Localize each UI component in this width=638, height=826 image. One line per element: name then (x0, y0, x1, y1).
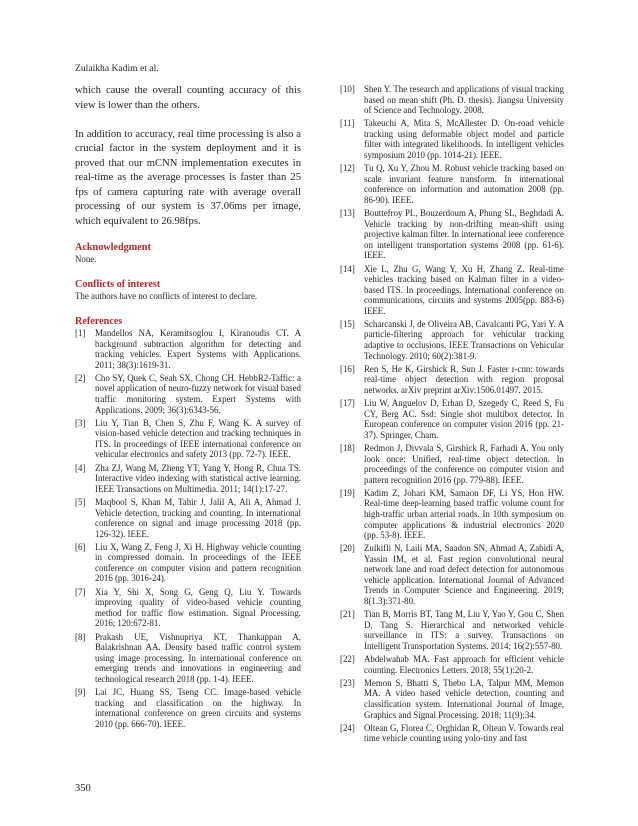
references-heading: References (75, 316, 123, 327)
reference-number: [9] (75, 687, 86, 697)
reference-item (340, 208, 564, 261)
body-paragraph: In addition to accuracy, real time processing is also a crucial factor in the system deployment and it is proved that our mCNN implementation executes in real-time as the average processes is faster than 25 fps of camera capturing rate with average overall processing of our system is 37.06ms per image, which equivalent to 26.98fps. (75, 128, 301, 227)
reference-item (340, 398, 564, 440)
reference-number: [5] (75, 496, 86, 507)
running-header: Zulaikha Kadim et al. (75, 63, 159, 74)
reference-item (340, 84, 564, 116)
reference-text: Scharcanski J, de Oliveira AB, Cavalcanti PG, Yari Y. A particle-filtering approach for vehicular tracking adaptive to occlusions. IEEE Transactions on Vehicular Technology. 2010; 60(2):381-9. (364, 318, 564, 361)
references-list-right (340, 84, 564, 744)
reference-item (340, 723, 564, 744)
right-column (340, 84, 564, 747)
reference-item (340, 543, 564, 606)
reference-text: Takeuchi A, Mita S, McAllester D. On-road vehicle tracking using deformable object model and particle filter with integrated likelihoods. In intelligent vehicles symposium 2010 (pp. 1014-21). IEEE. (364, 118, 564, 160)
reference-item (340, 678, 564, 720)
reference-item (340, 609, 564, 651)
reference-text: Oltean G, Florea C, Orghidan R, Oltean V. Towards real time vehicle counting using yolo-tiny and fast (364, 722, 564, 744)
reference-number: [2] (75, 372, 86, 383)
reference-item (75, 587, 301, 629)
reference-text: Zha ZJ, Wang M, Zheng YT, Yang Y, Hong R, Chua TS. Interactive video indexing with statistical active learning. IEEE Transactions on Multimedia. 2011; 14(1):17-27. (95, 462, 301, 494)
reference-text: Tian B, Morris BT, Tang M, Liu Y, Yao Y, Gou C, Shen D, Tang S. Hierarchical and networked vehicle surveillance in ITS: a survey. Transactions on Intelligent Transportation Systems. 2014; 16(2):557-80. (364, 609, 564, 651)
reference-number: [7] (75, 586, 86, 597)
reference-text: Bouttefroy PL, Bouzerdoum A, Phung SL, Beghdadi A. Vehicle tracking by non-drifting mean-shift using projective kalman filter. In international ieee conference on intelligent transportation systems 2008 (pp. 61-6). IEEE. (364, 208, 564, 261)
reference-item (75, 542, 301, 584)
reference-number: [11] (340, 118, 355, 129)
reference-item (340, 118, 564, 160)
reference-item (75, 328, 301, 370)
acknowledgment-text: None. (75, 254, 97, 264)
reference-text: Liu X, Wang Z, Feng J, Xi H. Highway vehicle counting in compressed domain. In proceedings of the IEEE conference on computer vision and pattern recognition 2016 (pp. 3016-24). (95, 541, 301, 584)
reference-item (75, 373, 301, 415)
references-section (75, 315, 301, 729)
reference-number: [13] (340, 208, 355, 219)
reference-text: Shen Y. The research and applications of visual tracking based on mean shift (Ph. D. thesis). Jiangsu University of Science and Technology. 2008. (364, 84, 564, 116)
reference-item (340, 488, 564, 541)
reference-number: [8] (75, 631, 86, 642)
conflicts-section (75, 278, 301, 303)
reference-text: Redmon J, Divvala S, Girshick R, Farhadi A. You only look once: Unified, real-time object detection. In proceedings of the conference on computer vision and pattern recognition 2016 (pp. 779-88). IEEE. (364, 443, 564, 485)
reference-item (340, 364, 564, 396)
reference-number: [6] (75, 541, 86, 552)
reference-item (340, 319, 564, 361)
reference-number: [23] (340, 677, 355, 688)
reference-item (75, 463, 301, 495)
reference-number: [17] (340, 398, 355, 409)
reference-text: Zulkifli N, Laili MA, Saadon SN, Ahmad A, Zabidi A, Yassin IM, et al. Fast region convolutional neural network lane and road defect detection for autonomous vehicle application. International Journal of Advanced Trends in Computer Science and Engineering. 2019; 8(1.3):371-80. (364, 543, 564, 607)
reference-text: Prakash UE, Vishnupriya KT, Thankappan A, Balakrishnan AA. Density based traffic control system using image processing. In international conference on emerging trends and innovations in engineering and technological research 2018 (pp. 1-4). IEEE. (95, 631, 301, 684)
reference-number: [14] (340, 263, 355, 274)
acknowledgment-heading: Acknowledgment (75, 242, 151, 253)
conflicts-text: The authors have no conflicts of interest to declare. (75, 290, 258, 301)
reference-item (340, 163, 564, 205)
reference-text: Cho SY, Quek C, Seah SX, Chong CH. HebbR2-Taffic: a novel application of neuro-fuzzy network for visual based traffic monitoring system. Expert Systems with Applications. 2009; 36(3):6343-56. (95, 372, 301, 415)
reference-number: [3] (75, 417, 86, 428)
reference-text: Mandellos NA, Keramitsoglou I, Kiranoudis CT. A background subtraction algorithm for detecting and tracking vehicles. Expert Systems with Applications. 2011; 38(3):1619-31. (95, 328, 301, 370)
reference-item (75, 632, 301, 685)
left-column (75, 84, 301, 732)
reference-text: Liu Y, Tian B, Chen S, Zhu F, Wang K. A survey of vision-based vehicle detection and tracking techniques in ITS. In proceedings of IEEE international conference on vehicular electronics and safety 2013 (pp. 72-7). IEEE. (95, 417, 301, 460)
reference-text: Maqbool S, Khan M, Tahir J, Jalil A, Ali A, Ahmad J. Vehicle detection, tracking and counting. In international conference on signal and image processing 2018 (pp. 126-32). IEEE. (95, 496, 301, 539)
reference-item (340, 264, 564, 317)
reference-number: [19] (340, 487, 355, 498)
reference-text: Xie L, Zhu G, Wang Y, Xu H, Zhang Z. Real-time vehicles tracking based on Kalman filter in a video-based ITS. In proceedings. International conference on communications, circuits and systems 2005(pp. 883-6) IEEE. (364, 263, 564, 316)
reference-number: [1] (75, 328, 86, 338)
reference-item (75, 497, 301, 539)
reference-text: Abdelwahab MA. Fast approach for efficient vehicle counting. Electronics Letters. 2018; 55(1):20-2. (364, 654, 564, 675)
body-paragraph: which cause the overall counting accuracy of this view is lower than the others. (75, 85, 301, 111)
reference-text: Memon S, Bhatti S, Thebo LA, Talpur MM, Memon MA. A video based vehicle detection, counting and classification system. International Journal of Image, Graphics and Signal Processing. 2018; 11(9):34. (364, 677, 564, 720)
reference-number: [21] (340, 609, 355, 620)
reference-number: [15] (340, 318, 355, 329)
reference-text: Lai JC, Huang SS, Tseng CC. Image-based vehicle tracking and classification on the highway. In international conference on green circuits and systems 2010 (pp. 666-70). IEEE. (95, 687, 301, 729)
references-list-left (75, 328, 301, 729)
reference-number: [4] (75, 462, 86, 473)
acknowledgment-section (75, 241, 301, 266)
reference-text: Tu Q, Xu Y, Zhou M. Robust vehicle tracking based on scale invariant feature transform. In international conference on information and automation 2008 (pp. 86-90). IEEE. (364, 163, 564, 205)
reference-item (75, 418, 301, 460)
reference-item (340, 654, 564, 675)
reference-number: [10] (340, 84, 355, 94)
reference-number: [22] (340, 654, 355, 665)
reference-item (340, 443, 564, 485)
reference-number: [24] (340, 722, 355, 733)
reference-text: Kadim Z, Johari KM, Samaon DF, Li YS, Hon HW. Real-time deep-learning based traffic volume count for high-traffic urban arterial roads. In 10th symposium on computer applications & industrial electronics 2020 (pp. 53-8). IEEE. (364, 487, 564, 541)
reference-item (75, 687, 301, 729)
page-number: 350 (75, 783, 91, 794)
reference-text: Xia Y, Shi X, Song G, Geng Q, Liu Y. Towards improving quality of video-based vehicle counting method for traffic flow estimation. Signal Processing. 2016; 120:672-81. (95, 586, 301, 629)
conflicts-heading: Conflicts of interest (75, 278, 161, 290)
reference-number: [16] (340, 363, 355, 374)
reference-number: [20] (340, 543, 355, 554)
reference-number: [18] (340, 443, 355, 453)
reference-text: Liu W, Anguelov D, Erhan D, Szegedy C, Reed S, Fu CY, Berg AC. Ssd: Single shot multibox detector. In European conference on computer vision 2016 (pp. 21-37). Springer, Cham. (364, 398, 564, 440)
reference-number: [12] (340, 163, 355, 174)
reference-text: Ren S, He K, Girshick R, Sun J. Faster r-cnn: towards real-time object detection with region proposal networks. arXiv preprint arXiv:1506.01497. 2015. (364, 363, 564, 395)
